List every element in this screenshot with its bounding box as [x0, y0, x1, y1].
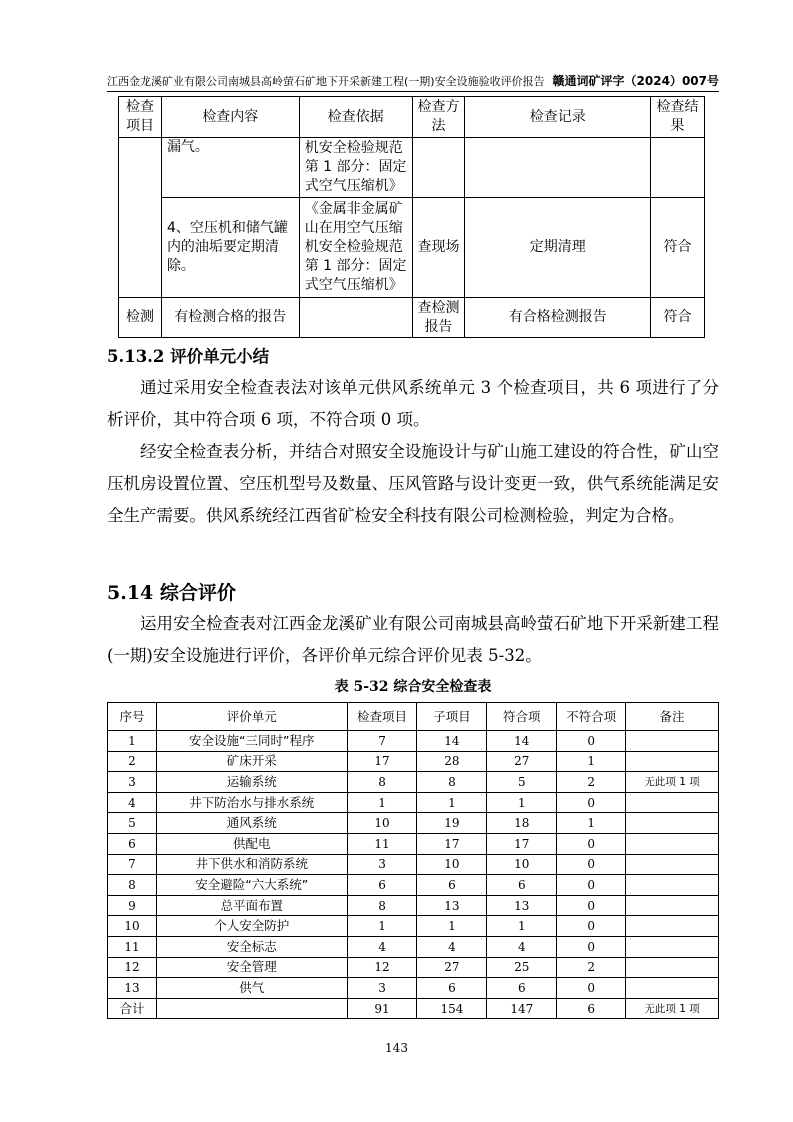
check-item-cell [119, 138, 162, 298]
summary-header-cell: 备注 [626, 703, 719, 731]
conform-cell: 14 [487, 731, 557, 752]
check-items-cell: 4 [347, 936, 417, 957]
eval-unit-cell: 供气 [156, 978, 347, 999]
conform-cell: 25 [487, 957, 557, 978]
summary-header-cell: 不符合项 [557, 703, 626, 731]
eval-unit-cell: 井下供水和消防系统 [156, 854, 347, 875]
remark-cell [626, 916, 719, 937]
nonconform-cell: 0 [557, 936, 626, 957]
conform-cell: 4 [487, 936, 557, 957]
remark-cell [626, 792, 719, 813]
row-index-cell: 合计 [108, 998, 157, 1019]
summary-header-cell: 子项目 [417, 703, 487, 731]
eval-unit-cell [156, 998, 347, 1019]
check-items-cell: 3 [347, 978, 417, 999]
table-caption: 表 5-32 综合安全检查表 [334, 679, 492, 695]
summary-table-header-row [108, 703, 719, 731]
table-row [108, 854, 719, 875]
check-result-cell [651, 138, 705, 198]
table-row [108, 875, 719, 896]
nonconform-cell: 1 [557, 813, 626, 834]
section-title-5-13-2: 5.13.2 评价单元小结 [107, 347, 270, 366]
remark-cell [626, 833, 719, 854]
summary-header-cell: 序号 [108, 703, 157, 731]
table-row [108, 895, 719, 916]
table-row [119, 298, 705, 338]
conform-cell: 18 [487, 813, 557, 834]
summary-table [107, 702, 719, 1019]
check-record-cell [465, 138, 651, 198]
eval-unit-cell: 井下防治水与排水系统 [156, 792, 347, 813]
check-table-header-cell: 检查方法 [412, 97, 465, 138]
check-items-cell: 6 [347, 875, 417, 896]
table-row [108, 792, 719, 813]
check-table-header-cell: 检查结果 [651, 97, 705, 138]
summary-header-cell: 评价单元 [156, 703, 347, 731]
table-row [108, 833, 719, 854]
conform-cell: 5 [487, 772, 557, 793]
check-basis-cell: 机安全检验规范第 1 部分：固定式空气压缩机》 [299, 138, 412, 198]
sub-items-cell: 1 [417, 792, 487, 813]
check-items-cell: 10 [347, 813, 417, 834]
remark-cell [626, 854, 719, 875]
row-index-cell: 2 [108, 751, 157, 772]
sub-items-cell: 154 [417, 998, 487, 1019]
eval-unit-cell: 通风系统 [156, 813, 347, 834]
remark-cell [626, 957, 719, 978]
nonconform-cell: 0 [557, 895, 626, 916]
table-row [108, 936, 719, 957]
row-index-cell: 10 [108, 916, 157, 937]
row-index-cell: 13 [108, 978, 157, 999]
check-method-cell: 查检测报告 [412, 298, 465, 338]
eval-unit-cell: 安全避险“六大系统” [156, 875, 347, 896]
row-index-cell: 4 [108, 792, 157, 813]
check-table-header-cell: 检查内容 [161, 97, 299, 138]
nonconform-cell: 2 [557, 772, 626, 793]
table-row [108, 978, 719, 999]
row-index-cell: 9 [108, 895, 157, 916]
check-table [118, 96, 705, 338]
nonconform-cell: 2 [557, 957, 626, 978]
check-items-cell: 8 [347, 772, 417, 793]
page-number: 143 [385, 1041, 408, 1055]
check-items-cell: 12 [347, 957, 417, 978]
check-items-cell: 7 [347, 731, 417, 752]
table-row [108, 772, 719, 793]
row-index-cell: 1 [108, 731, 157, 752]
table-row [108, 731, 719, 752]
sub-items-cell: 19 [417, 813, 487, 834]
sub-items-cell: 13 [417, 895, 487, 916]
eval-unit-cell: 矿床开采 [156, 751, 347, 772]
check-result-cell: 符合 [651, 198, 705, 298]
check-items-cell: 1 [347, 792, 417, 813]
eval-unit-cell: 供配电 [156, 833, 347, 854]
conform-cell: 147 [487, 998, 557, 1019]
check-items-cell: 11 [347, 833, 417, 854]
remark-cell [626, 936, 719, 957]
sub-items-cell: 14 [417, 731, 487, 752]
conform-cell: 10 [487, 854, 557, 875]
row-index-cell: 12 [108, 957, 157, 978]
eval-unit-cell: 总平面布置 [156, 895, 347, 916]
sub-items-cell: 28 [417, 751, 487, 772]
check-record-cell: 定期清理 [465, 198, 651, 298]
table-row [119, 198, 705, 298]
eval-unit-cell: 个人安全防护 [156, 916, 347, 937]
sub-items-cell: 8 [417, 772, 487, 793]
nonconform-cell: 0 [557, 875, 626, 896]
check-table-header-row [119, 97, 705, 138]
sub-items-cell: 6 [417, 875, 487, 896]
sub-items-cell: 4 [417, 936, 487, 957]
page-header [107, 71, 719, 89]
total-row [108, 998, 719, 1019]
check-basis-cell: 《金属非金属矿山在用空气压缩机安全检验规范第 1 部分：固定式空气压缩机》 [299, 198, 412, 298]
check-items-cell: 3 [347, 854, 417, 875]
sub-items-cell: 27 [417, 957, 487, 978]
nonconform-cell: 0 [557, 978, 626, 999]
conform-cell: 6 [487, 875, 557, 896]
paragraph: 经安全检查表分析，并结合对照安全设施设计与矿山施工建设的符合性，矿山空压机房设置位置、空压机型号及数量、压风管路与设计变更一致，供气系统能满足安全生产需要。供风系统经江西省矿检安全科技有限公司检测检验，判定为合格。 [107, 442, 719, 525]
conform-cell: 13 [487, 895, 557, 916]
row-index-cell: 7 [108, 854, 157, 875]
eval-unit-cell: 安全设施“三同时”程序 [156, 731, 347, 752]
conform-cell: 1 [487, 916, 557, 937]
check-content-cell: 漏气。 [161, 138, 299, 198]
eval-unit-cell: 安全管理 [156, 957, 347, 978]
summary-header-cell: 检查项目 [347, 703, 417, 731]
conform-cell: 27 [487, 751, 557, 772]
header-report-title: 江西金龙溪矿业有限公司南城县高岭萤石矿地下开采新建工程(一期)安全设施验收评价报告 [107, 75, 545, 88]
check-items-cell: 1 [347, 916, 417, 937]
header-report-number: 赣通词矿评字（2024）007号 [552, 74, 719, 88]
paragraph: 运用安全检查表对江西金龙溪矿业有限公司南城县高岭萤石矿地下开采新建工程(一期)安全设施进行评价，各评价单元综合评价见表 5-32。 [107, 614, 719, 665]
check-items-cell: 91 [347, 998, 417, 1019]
sub-items-cell: 6 [417, 978, 487, 999]
remark-cell [626, 895, 719, 916]
sub-items-cell: 1 [417, 916, 487, 937]
row-index-cell: 6 [108, 833, 157, 854]
check-content-cell: 4、空压机和储气罐内的油垢要定期清除。 [161, 198, 299, 298]
check-result-cell: 符合 [651, 298, 705, 338]
nonconform-cell: 1 [557, 751, 626, 772]
remark-cell: 无此项 1 项 [626, 772, 719, 793]
summary-header-cell: 符合项 [487, 703, 557, 731]
table-row [108, 751, 719, 772]
check-items-cell: 8 [347, 895, 417, 916]
check-item-cell: 检测 [119, 298, 162, 338]
nonconform-cell: 0 [557, 731, 626, 752]
table-row [108, 957, 719, 978]
table-row [119, 138, 705, 198]
row-index-cell: 5 [108, 813, 157, 834]
sub-items-cell: 10 [417, 854, 487, 875]
check-content-cell: 有检测合格的报告 [161, 298, 299, 338]
remark-cell [626, 751, 719, 772]
check-method-cell: 查现场 [412, 198, 465, 298]
check-table-header-cell: 检查记录 [465, 97, 651, 138]
paragraph: 通过采用安全检查表法对该单元供风系统单元 3 个检查项目，共 6 项进行了分析评价，其中符合项 6 项，不符合项 0 项。 [107, 378, 719, 429]
conform-cell: 17 [487, 833, 557, 854]
nonconform-cell: 0 [557, 833, 626, 854]
remark-cell: 无此项 1 项 [626, 998, 719, 1019]
nonconform-cell: 0 [557, 792, 626, 813]
remark-cell [626, 978, 719, 999]
eval-unit-cell: 安全标志 [156, 936, 347, 957]
header-rule [107, 91, 719, 92]
remark-cell [626, 875, 719, 896]
row-index-cell: 3 [108, 772, 157, 793]
check-record-cell: 有合格检测报告 [465, 298, 651, 338]
eval-unit-cell: 运输系统 [156, 772, 347, 793]
nonconform-cell: 0 [557, 916, 626, 937]
table-row [108, 916, 719, 937]
remark-cell [626, 813, 719, 834]
conform-cell: 6 [487, 978, 557, 999]
section-title-5-14: 5.14 综合评价 [107, 582, 236, 604]
row-index-cell: 8 [108, 875, 157, 896]
check-table-header-cell: 检查项目 [119, 97, 162, 138]
nonconform-cell: 6 [557, 998, 626, 1019]
check-items-cell: 17 [347, 751, 417, 772]
check-table-header-cell: 检查依据 [299, 97, 412, 138]
check-basis-cell [299, 298, 412, 338]
remark-cell [626, 731, 719, 752]
nonconform-cell: 0 [557, 854, 626, 875]
conform-cell: 1 [487, 792, 557, 813]
check-method-cell [412, 138, 465, 198]
sub-items-cell: 17 [417, 833, 487, 854]
row-index-cell: 11 [108, 936, 157, 957]
table-row [108, 813, 719, 834]
